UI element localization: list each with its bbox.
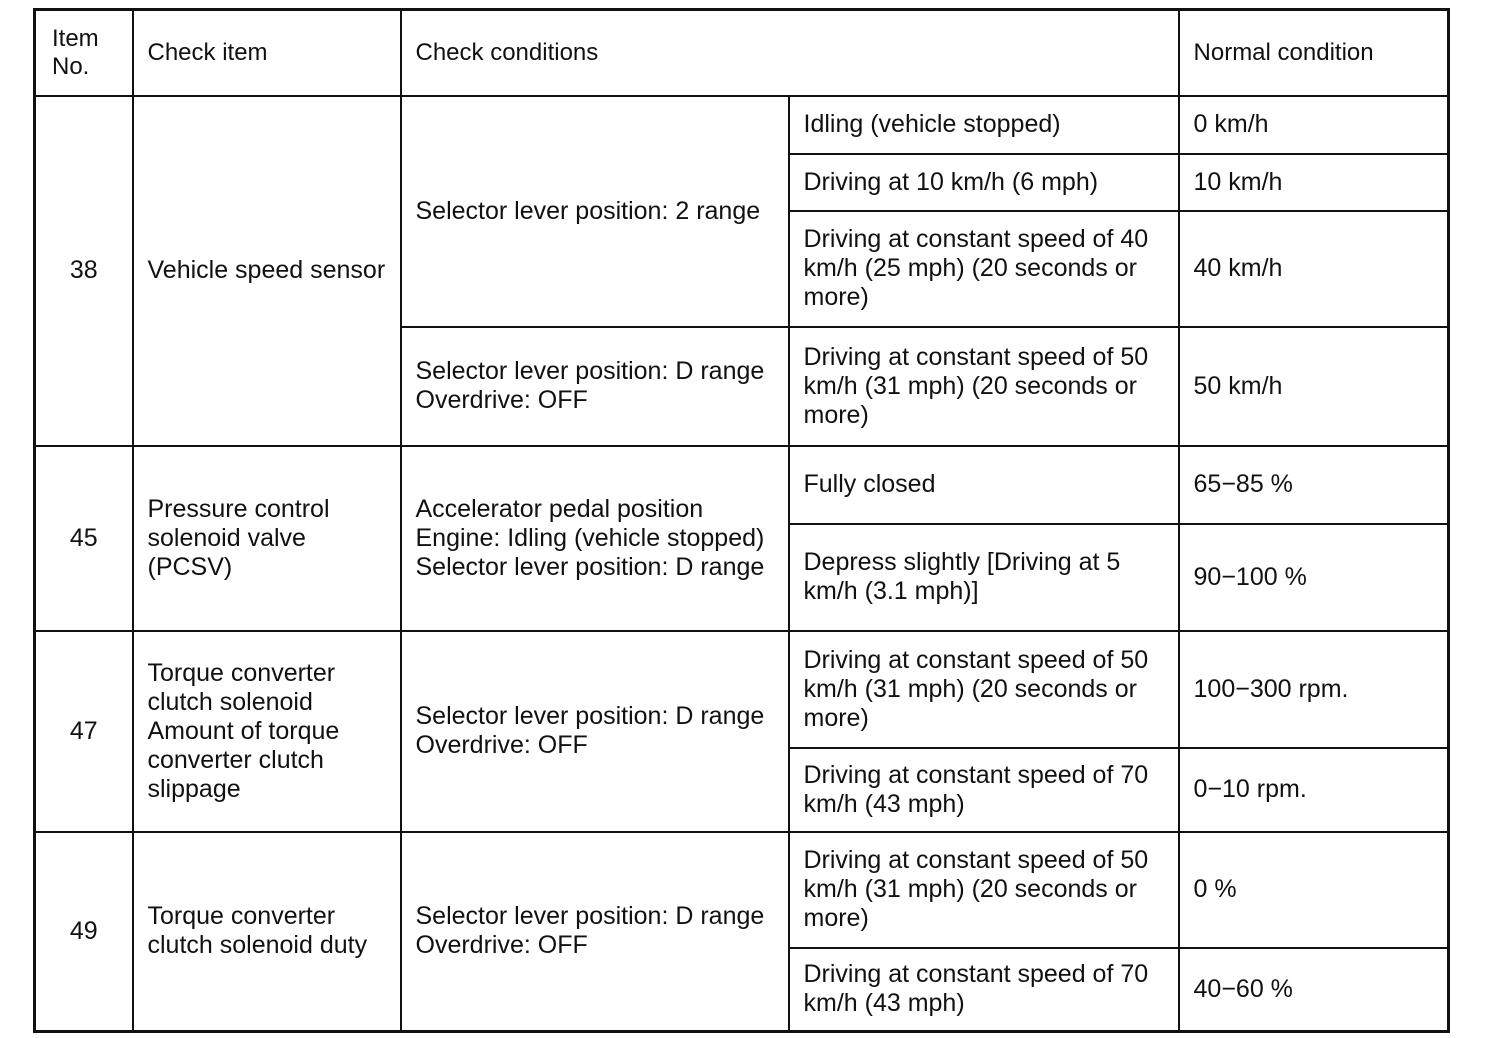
condition-detail: Fully closed (789, 446, 1179, 524)
header-check-conditions: Check conditions (401, 10, 1179, 96)
header-row (35, 10, 1449, 96)
header-normal-condition: Normal condition (1179, 10, 1449, 96)
condition-detail: Driving at constant speed of 50 km/h (31 mph) (20 seconds or more) (789, 327, 1179, 446)
item-number: 38 (35, 96, 133, 446)
item-number: 49 (35, 832, 133, 1032)
normal-value: 0 % (1179, 832, 1449, 948)
check-item: Vehicle speed sensor (133, 96, 401, 446)
check-item: Torque converter clutch solenoid Amount of torque converter clutch slippage (133, 631, 401, 832)
check-item: Torque converter clutch solenoid duty (133, 832, 401, 1032)
condition-detail: Driving at constant speed of 70 km/h (43 mph) (789, 948, 1179, 1032)
normal-value: 40−60 % (1179, 948, 1449, 1032)
check-condition: Selector lever position: D range Overdrive: OFF (401, 832, 789, 1032)
normal-value: 10 km/h (1179, 154, 1449, 211)
table-row (35, 96, 1449, 154)
condition-detail: Driving at constant speed of 70 km/h (43 mph) (789, 748, 1179, 832)
condition-detail: Depress slightly [Driving at 5 km/h (3.1 mph)] (789, 524, 1179, 631)
normal-value: 50 km/h (1179, 327, 1449, 446)
normal-value: 0−10 rpm. (1179, 748, 1449, 832)
check-condition: Selector lever position: D range Overdrive: OFF (401, 631, 789, 832)
normal-value: 40 km/h (1179, 211, 1449, 327)
condition-detail: Driving at constant speed of 50 km/h (31 mph) (20 seconds or more) (789, 832, 1179, 948)
table-row (35, 631, 1449, 748)
normal-value: 100−300 rpm. (1179, 631, 1449, 748)
check-condition: Accelerator pedal position Engine: Idling (vehicle stopped) Selector lever position: D range (401, 446, 789, 631)
inspection-spec-sheet (33, 8, 1450, 1033)
normal-value: 90−100 % (1179, 524, 1449, 631)
check-condition: Selector lever position: 2 range (401, 96, 789, 327)
condition-detail: Driving at constant speed of 40 km/h (25 mph) (20 seconds or more) (789, 211, 1179, 327)
table-row (35, 832, 1449, 948)
inspection-table (33, 8, 1450, 1033)
condition-detail: Idling (vehicle stopped) (789, 96, 1179, 154)
condition-detail: Driving at 10 km/h (6 mph) (789, 154, 1179, 211)
table-row (35, 446, 1449, 524)
normal-value: 0 km/h (1179, 96, 1449, 154)
condition-detail: Driving at constant speed of 50 km/h (31 mph) (20 seconds or more) (789, 631, 1179, 748)
header-item-no: Item No. (35, 10, 133, 96)
header-check-item: Check item (133, 10, 401, 96)
item-number: 47 (35, 631, 133, 832)
normal-value: 65−85 % (1179, 446, 1449, 524)
check-item: Pressure control solenoid valve (PCSV) (133, 446, 401, 631)
item-number: 45 (35, 446, 133, 631)
check-condition: Selector lever position: D range Overdrive: OFF (401, 327, 789, 446)
